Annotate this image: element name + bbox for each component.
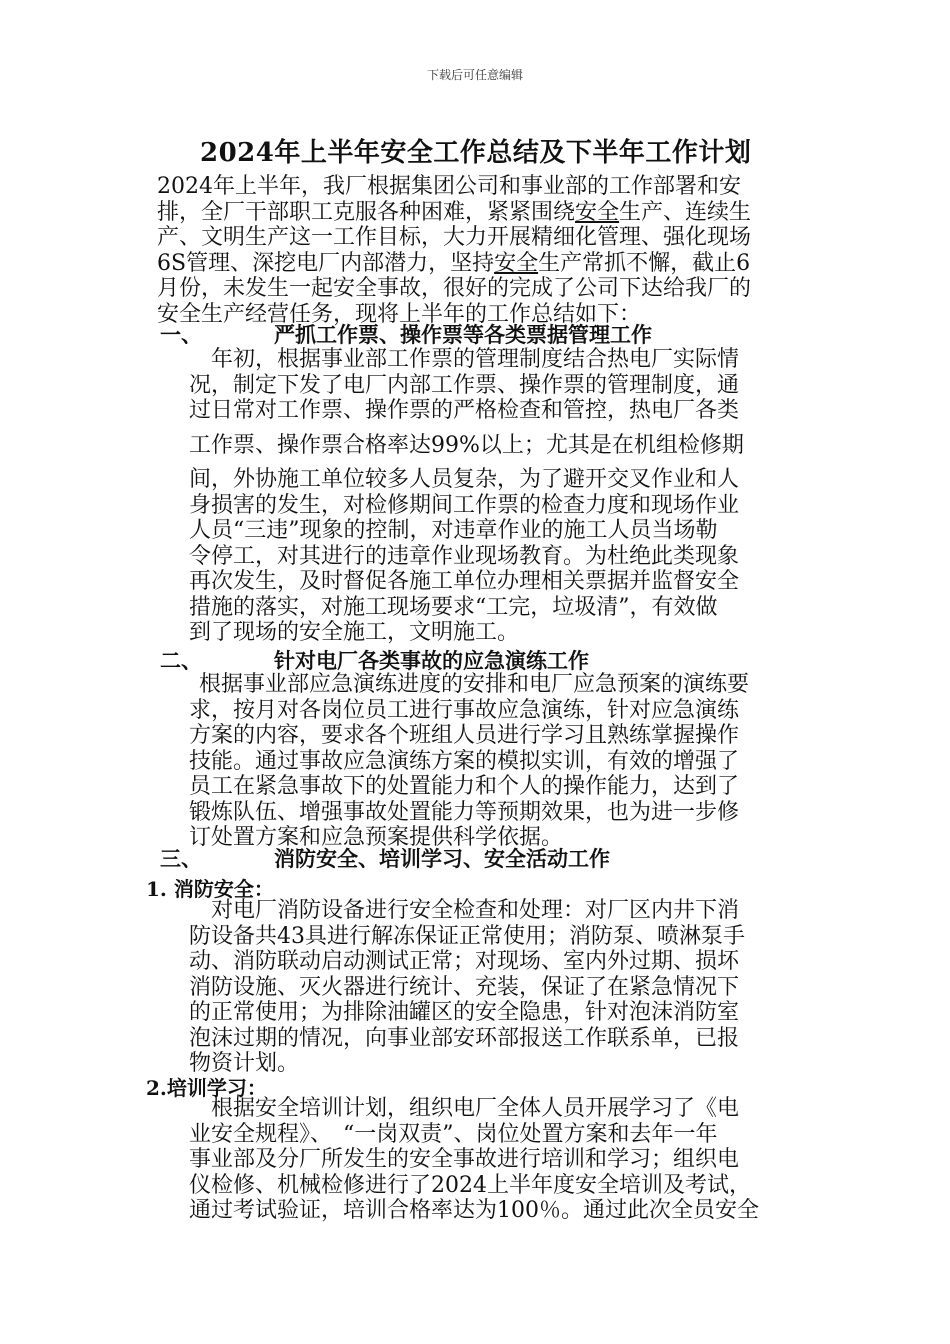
text-line: 过日常对工作票、操作票的严格检查和管控，热电厂各类 [189, 398, 740, 423]
section-2-paragraph [189, 672, 749, 851]
text-line: 方案的内容，要求各个班组人员进行学习且熟练掌握操作 [189, 723, 740, 748]
text-line: 业安全规程》、 “一岗双责”、岗位处置方案和去年一年 [189, 1121, 718, 1147]
section-title: 消防安全、培训学习、安全活动工作 [274, 846, 610, 871]
text-line: 再次发生，及时督促各施工单位办理相关票据并监督安全 [189, 569, 740, 594]
section-heading-3 [160, 846, 610, 872]
text-line: 况，制定下发了电厂内部工作票、操作票的管理制度，通 [189, 372, 740, 398]
section-number: 二、 [160, 648, 202, 673]
section-title: 严抓工作票、操作票等各类票据管理工作 [274, 322, 652, 347]
subsection-fire-safety-label: 1. 消防安全： [146, 877, 274, 901]
text-line: 消防设施、灭火器进行统计、充装，保证了在紧急情况下 [189, 974, 740, 1000]
text-line: 措施的落实，对施工现场要求“工完，垃圾清”，有效做 [189, 594, 718, 620]
text-line: 到了现场的安全施工，文明施工。 [189, 620, 520, 645]
subsection-training-label: 2.培训学习： [146, 1076, 267, 1100]
section-heading-1 [160, 322, 652, 348]
section-number: 三、 [160, 846, 202, 871]
text-line: 人员“三违”现象的控制，对违章作业的施工人员当场勒 [189, 518, 718, 543]
text-line: 月份，未发生一起安全事故，很好的完成了公司下达给我厂的 [157, 276, 752, 301]
text-line: 锻炼队伍、增强事故处置能力等预期效果，也为进一步修 [189, 799, 740, 825]
document-title: 2024年上半年安全工作总结及下半年工作计划 [200, 138, 752, 168]
text-line: 泡沫过期的情况，向事业部安环部报送工作联系单，已报 [189, 1025, 740, 1051]
section-title: 针对电厂各类事故的应急演练工作 [274, 648, 589, 673]
training-paragraph [189, 1096, 759, 1224]
intro-paragraph [157, 174, 751, 327]
text-line: 安全生产经营任务，现将上半年的工作总结如下： [157, 301, 642, 327]
text-line: 令停工，对其进行的违章作业现场教育。为杜绝此类现象 [189, 543, 740, 569]
text-line: 根据事业部应急演练进度的安排和电厂应急预案的演练要 [199, 672, 750, 697]
fire-safety-paragraph [189, 898, 745, 1077]
section-heading-2 [160, 648, 589, 674]
text-line: 员工在紧急事故下的处置能力和个人的操作能力，达到了 [189, 774, 740, 799]
text-line: 6S管理、深挖电厂内部潜力，坚持安全生产常抓不懈，截止6 [157, 250, 751, 276]
text-line: 防设备共43具进行解冻保证正常使用；消防泵、喷淋泵手 [189, 923, 745, 949]
text-line: 订处置方案和应急预案提供科学依据。 [189, 825, 564, 850]
text-line: 求，按月对各岗位员工进行事故应急演练，针对应急演练 [189, 697, 740, 723]
text-line: 产、文明生产这一工作目标，大力开展精细化管理、强化现场 [157, 225, 752, 250]
text-line: 排，全厂干部职工克服各种困难，紧紧围绕安全生产、连续生 [157, 199, 752, 225]
text-line: 通过考试验证，培训合格率达为100％。通过此次全员安全 [189, 1198, 759, 1223]
text-line: 仪检修、机械检修进行了2024上半年度安全培训及考试， [189, 1172, 751, 1198]
text-line: 2024年上半年，我厂根据集团公司和事业部的工作部署和安 [157, 174, 741, 199]
text-line: 间，外协施工单位较多人员复杂，为了避开交叉作业和人 [189, 467, 740, 492]
text-line: 技能。通过事故应急演练方案的模拟实训，有效的增强了 [189, 748, 740, 774]
text-line: 年初，根据事业部工作票的管理制度结合热电厂实际情 [189, 347, 740, 372]
text-line: 工作票、操作票合格率达99%以上；尤其是在机组检修期 [189, 432, 744, 458]
text-line: 动、消防联动启动测试正常；对现场、室内外过期、损坏 [189, 949, 740, 974]
text-line: 的正常使用；为排除油罐区的安全隐患，针对泡沫消防室 [189, 1000, 740, 1025]
text-line: 身损害的发生，对检修期间工作票的检查力度和现场作业 [189, 492, 740, 518]
text-line: 对电厂消防设备进行安全检查和处理：对厂区内井下消 [189, 898, 740, 923]
page-header: 下载后可任意编辑 [426, 68, 523, 82]
text-line: 根据安全培训计划，组织电厂全体人员开展学习了《电 [189, 1096, 740, 1121]
text-line: 物资计划。 [189, 1051, 300, 1076]
section-1-paragraph [189, 347, 744, 646]
text-line: 事业部及分厂所发生的安全事故进行培训和学习；组织电 [189, 1147, 740, 1172]
section-number: 一、 [160, 322, 202, 347]
